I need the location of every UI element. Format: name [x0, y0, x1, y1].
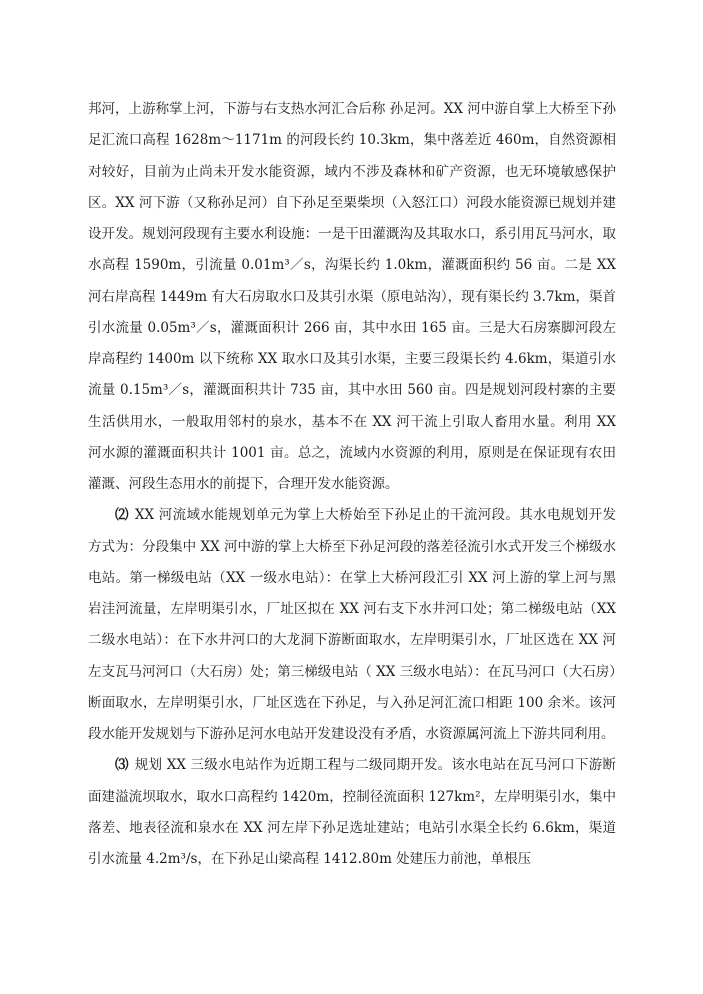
paragraph-3-marker: ⑶ — [115, 757, 129, 774]
paragraph-1-text: 邦河，上游称掌上河，下游与右支热水河汇合后称 孙足河。XX 河中游自掌上大桥至下孙足汇流口高程 1628m～1171m 的河段长约 10.3km，集中落差近 460m，自然资源相对较好，目前为止尚未开发水能资源，域内不涉及森林和矿产资源，也无环境敏感保护区。XX 河下游（又称孙足河）自下孙足至栗柴坝（入怒江口）河段水能资源已规划并建设开发。规划河段现有主要水利设施：一是干田灌溉沟及其取水口，系引用瓦马河水，取水高程 1590m，引流量 0.01m³／s，沟渠长约 1.0km，灌溉面积约 56 亩。二是 XX 河右岸高程 1449m 有大石房取水口及其引水渠（原电站沟），现有渠长约 3.7km，渠首引水流量 0.05m³／s，灌溉面积计 266 亩，其中水田 165 亩。三是大石房寨脚河段左岸高程约 1400m 以下统称 XX 取水口及其引水渠，主要三段渠长约 4.6km，渠道引水流量 0.15m³／s，灌溉面积共计 735 亩，其中水田 560 亩。四是规划河段村寨的主要生活供用水，一般取用邻村的泉水，基本不在 XX 河干流上引取人畜用水量。利用 XX 河水源的灌溉面积共计 1001 亩。总之，流域内水资源的利用，原则是在保证现有农田灌溉、河段生态用水的前提下，合理开发水能资源。 — [88, 101, 616, 492]
paragraph-1 — [88, 94, 616, 500]
paragraph-3-text: 规划 XX 三级水电站作为近期工程与二级同期开发。该水电站在瓦马河口下游断面建溢流坝取水，取水口高程约 1420m，控制径流面积 127km²，左岸明渠引水，集中落差、地表径流和泉水在 XX 河左岸下孙足选址建站；电站引水渠全长约 6.6km，渠道引水流量 4.2m³/s，在下孙足山梁高程 1412.80m 处建压力前池，单根压 — [88, 757, 616, 867]
paragraph-2 — [88, 500, 616, 750]
paragraph-3 — [88, 750, 616, 875]
paragraph-2-text: XX 河流域水能规划单元为掌上大桥始至下孙足止的干流河段。其水电规划开发方式为：分段集中 XX 河中游的掌上大桥至下孙足河段的落差径流引水式开发三个梯级水电站。第一梯级电站（XX 一级水电站）：在掌上大桥河段汇引 XX 河上游的掌上河与黑岩洼河流量，左岸明渠引水，厂址区拟在 XX 河右支下水井河口处；第二梯级电站（XX 二级水电站）：在下水井河口的大龙洞下游断面取水，左岸明渠引水，厂址区选在 XX 河左支瓦马河河口（大石房）处；第三梯级电站（ XX 三级水电站）：在瓦马河口（大石房）断面取水，左岸明渠引水，厂址区选在下孙足，与入孙足河汇流口相距 100 余米。该河段水能开发规划与下游孙足河水电站开发建设没有矛盾，水资源属河流上下游共同利用。 — [88, 507, 617, 742]
paragraph-2-marker: ⑵ — [115, 507, 129, 524]
document-body — [88, 94, 616, 875]
